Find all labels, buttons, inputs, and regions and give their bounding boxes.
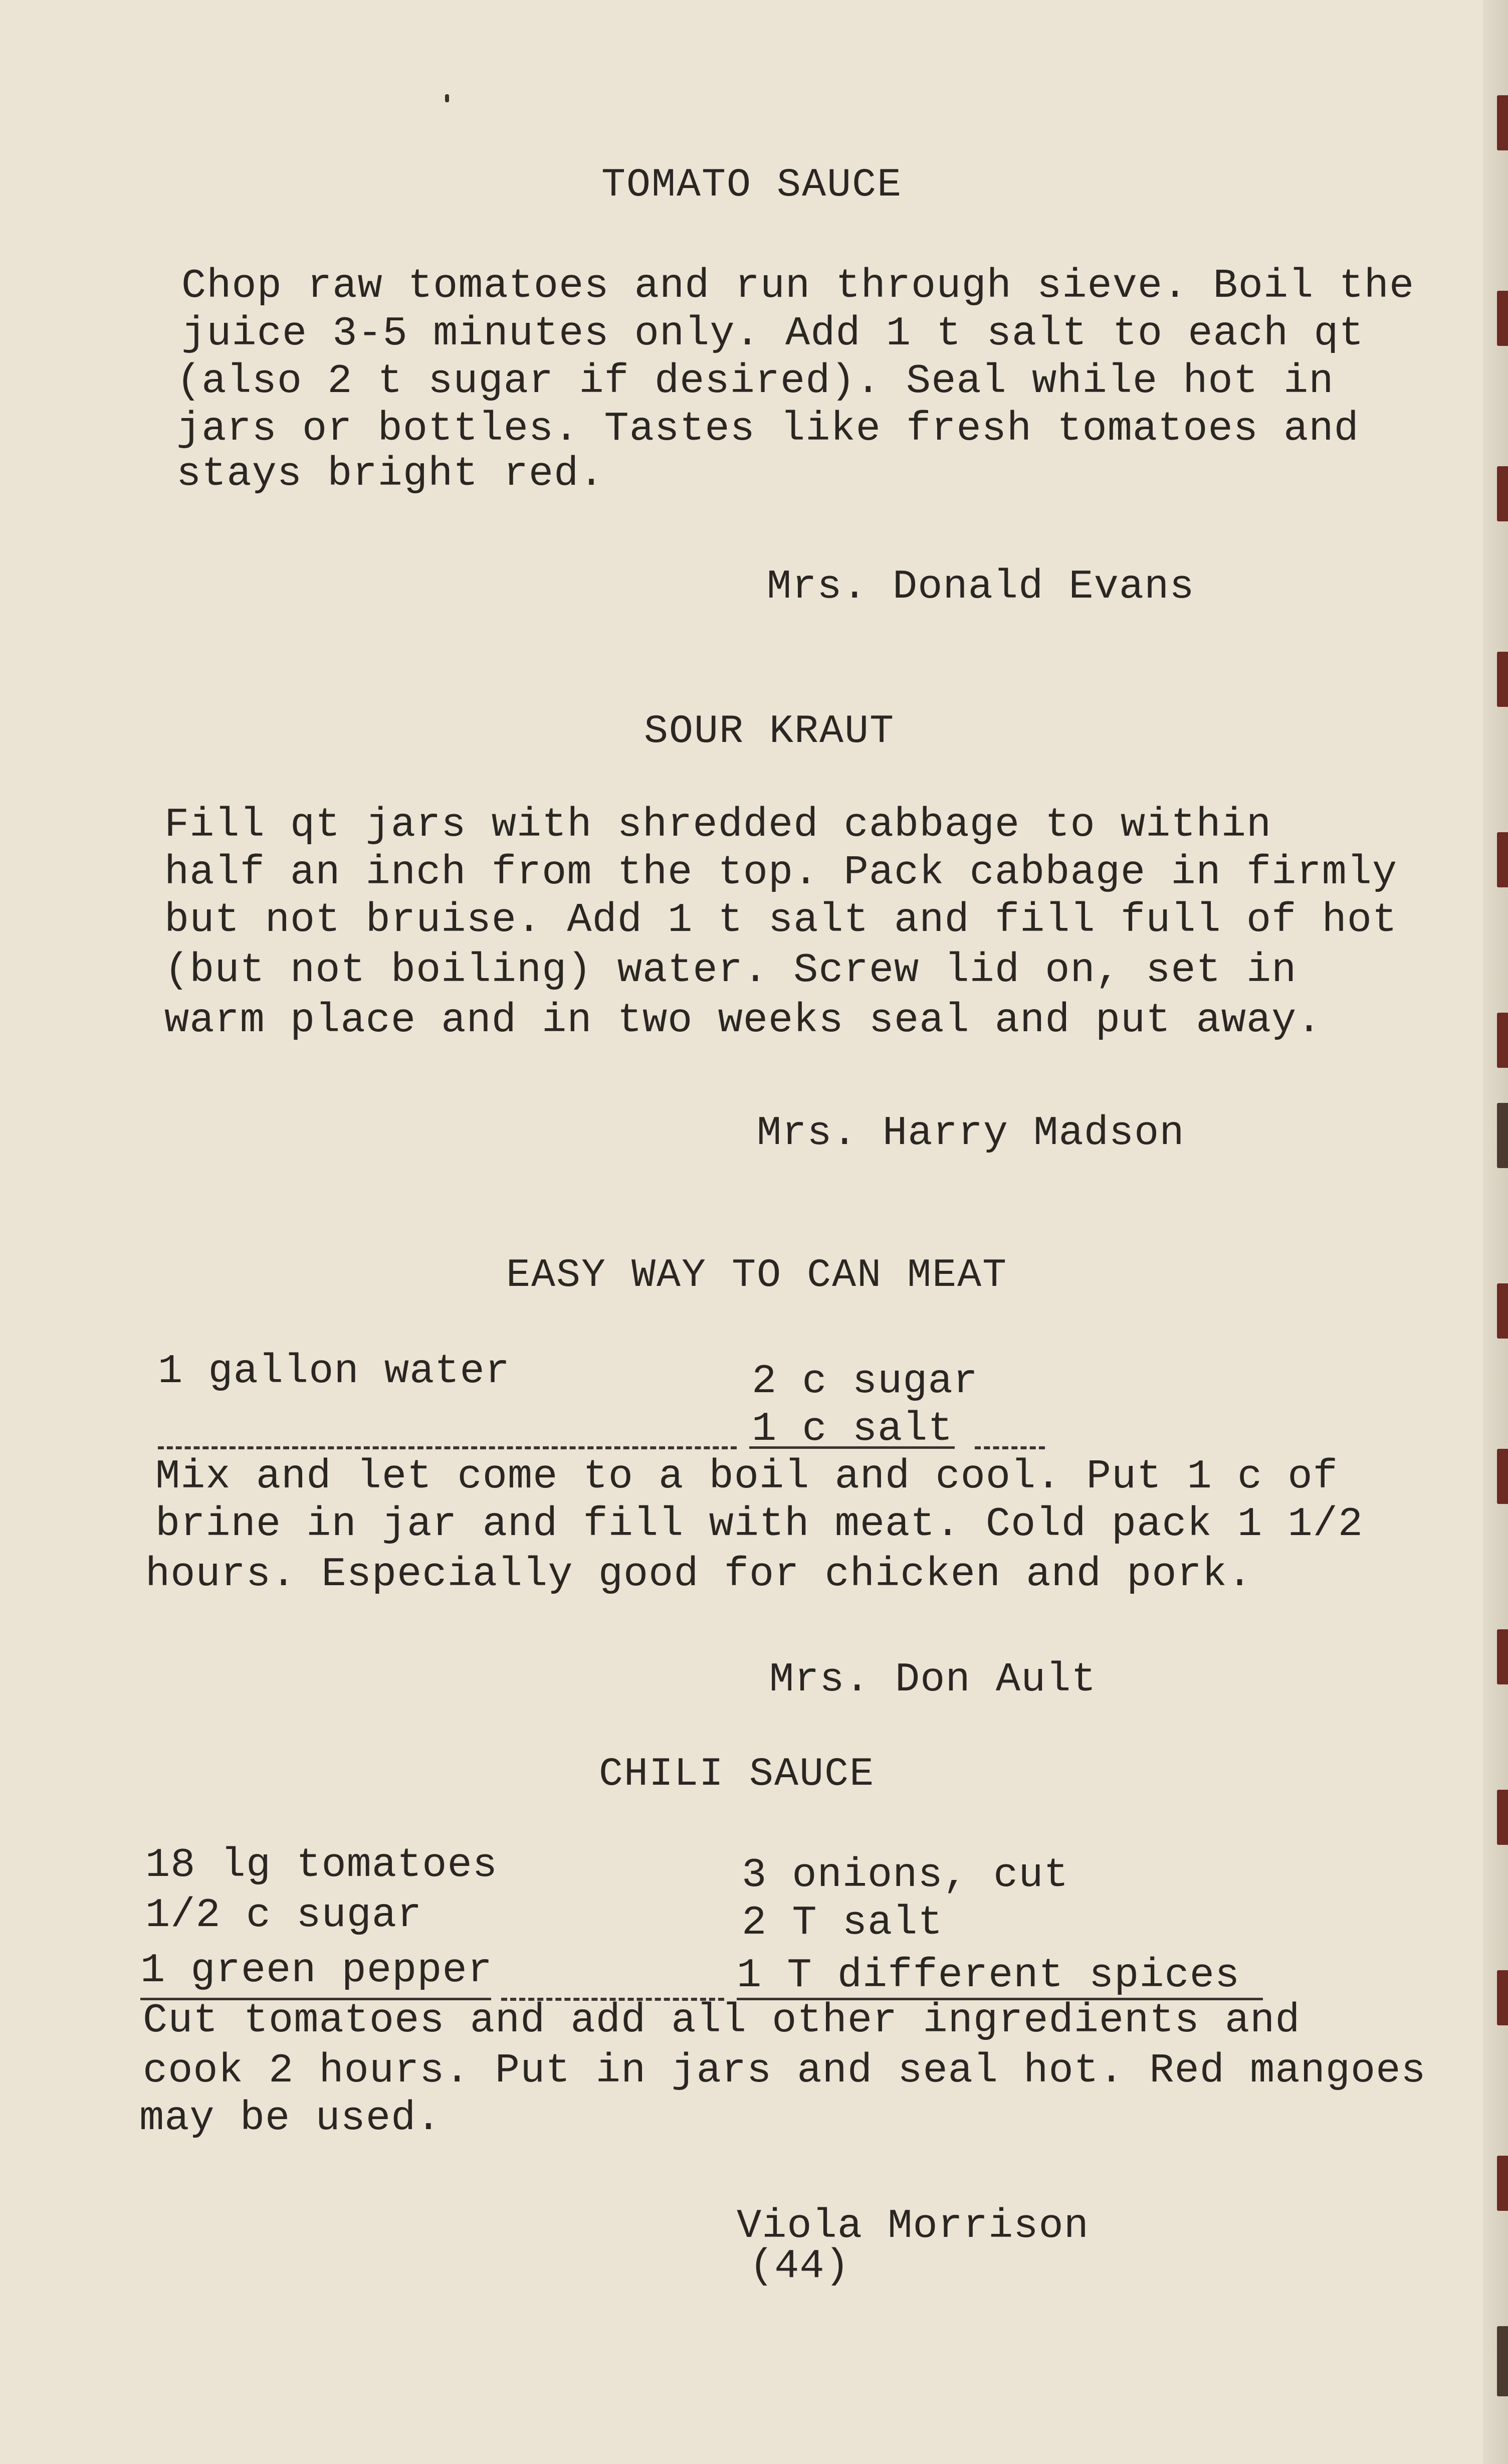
page-number: (44) — [749, 2243, 850, 2290]
ingredient-item: 1 gallon water — [158, 1348, 510, 1395]
ingredient-item: 1 T different spices — [737, 1952, 1240, 1999]
recipe-title: CHILI SAUCE — [599, 1752, 875, 1797]
ingredient-item: 2 c sugar — [752, 1358, 978, 1405]
recipe-author: Mrs. Donald Evans — [767, 563, 1195, 610]
binding-tab — [1497, 2326, 1508, 2396]
recipe-text-line: jars or bottles. Tastes like fresh tomatoes and — [176, 406, 1359, 452]
ingredient-item: 1 c salt — [752, 1406, 953, 1452]
binding-tab — [1497, 832, 1508, 887]
recipe-author: Mrs. Harry Madson — [757, 1110, 1185, 1157]
recipe-text-line: may be used. — [139, 2095, 442, 2142]
dashed-divider — [975, 1446, 1045, 1449]
recipe-text-line: Cut tomatoes and add all other ingredients and — [143, 1997, 1301, 2044]
recipe-author: Viola Morrison — [737, 2203, 1089, 2249]
recipe-title: EASY WAY TO CAN MEAT — [506, 1253, 1008, 1298]
ingredient-item: 18 lg tomatoes — [145, 1842, 498, 1888]
recipe-text-line: Fill qt jars with shredded cabbage to within — [164, 802, 1272, 848]
binding-tab — [1497, 1790, 1508, 1845]
recipe-text-line: Chop raw tomatoes and run through sieve. Boil the — [181, 263, 1415, 309]
ingredient-item: 2 T salt — [742, 1900, 943, 1946]
recipe-text-line: stays bright red. — [176, 451, 604, 497]
recipe-text-line: but not bruise. Add 1 t salt and fill full of hot — [164, 897, 1398, 943]
recipe-text-line: juice 3-5 minutes only. Add 1 t salt to each qt — [181, 310, 1364, 357]
recipe-text-line: Mix and let come to a boil and cool. Put 1 c of — [155, 1453, 1338, 1500]
ingredient-item: 1/2 c sugar — [145, 1892, 422, 1939]
recipe-title: SOUR KRAUT — [644, 709, 895, 754]
recipe-text-line: hours. Especially good for chicken and pork. — [145, 1551, 1253, 1598]
recipe-author: Mrs. Don Ault — [769, 1656, 1097, 1703]
ingredient-underline — [749, 1446, 955, 1449]
recipe-title: TOMATO SAUCE — [601, 162, 903, 208]
binding-tab — [1497, 1103, 1508, 1168]
ink-speck — [445, 94, 449, 102]
binding-tab — [1497, 1970, 1508, 2025]
binding-tab — [1497, 1629, 1508, 1684]
recipe-text-line: brine in jar and fill with meat. Cold pack 1 1/2 — [155, 1501, 1363, 1548]
binding-tab — [1497, 1013, 1508, 1068]
ingredient-item: 3 onions, cut — [742, 1852, 1069, 1899]
binding-tab — [1497, 466, 1508, 521]
dashed-divider — [158, 1446, 737, 1449]
spiral-binding — [1483, 0, 1508, 2464]
recipe-text-line: (but not boiling) water. Screw lid on, set in — [164, 947, 1297, 994]
recipe-text-line: warm place and in two weeks seal and put away. — [164, 997, 1322, 1044]
recipe-text-line: cook 2 hours. Put in jars and seal hot. Red mangoes — [143, 2047, 1426, 2094]
binding-tab — [1497, 1283, 1508, 1339]
recipe-text-line: (also 2 t sugar if desired). Seal while hot in — [176, 358, 1334, 405]
binding-tab — [1497, 652, 1508, 707]
binding-tab — [1497, 2156, 1508, 2211]
binding-tab — [1497, 1449, 1508, 1504]
binding-tab — [1497, 95, 1508, 150]
ingredient-item: 1 green pepper — [140, 1947, 493, 1994]
binding-tab — [1497, 291, 1508, 346]
recipe-text-line: half an inch from the top. Pack cabbage in firmly — [164, 849, 1398, 896]
